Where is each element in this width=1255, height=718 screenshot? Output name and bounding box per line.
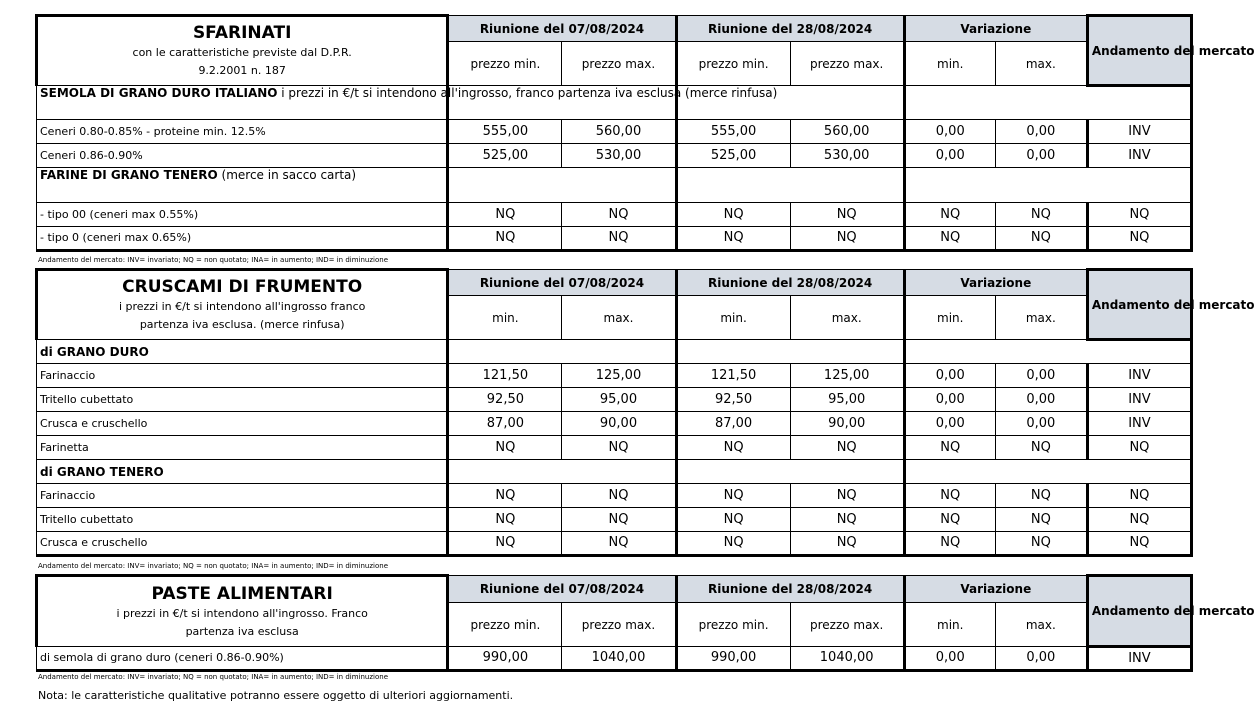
price-min-2: NQ xyxy=(676,436,790,460)
trend-value: INV xyxy=(1087,120,1191,144)
group-label xyxy=(37,460,448,484)
group-label xyxy=(37,168,448,203)
variation-header: Variazione xyxy=(904,270,1087,296)
trend-value: NQ xyxy=(1087,484,1191,508)
subheader-col-max: prezzo max. xyxy=(790,42,904,86)
price-min-1: NQ xyxy=(448,436,562,460)
subheader-col-max: max. xyxy=(790,296,904,340)
group-label xyxy=(37,86,778,120)
price-max-1: 90,00 xyxy=(562,412,676,436)
meeting-2-header: Riunione del 28/08/2024 xyxy=(676,270,904,296)
price-max-1: 530,00 xyxy=(562,144,676,168)
price-min-1: 87,00 xyxy=(448,412,562,436)
price-max-1: NQ xyxy=(562,227,676,251)
group-header-row xyxy=(37,168,1192,203)
price-min-1: 92,50 xyxy=(448,388,562,412)
trend-value: INV xyxy=(1087,364,1191,388)
subheader-col-min: prezzo min. xyxy=(676,42,790,86)
subheader-var-max: max. xyxy=(995,42,1087,86)
table-row xyxy=(37,364,1192,388)
variation-min: 0,00 xyxy=(904,388,995,412)
price-max-1: NQ xyxy=(562,532,676,556)
group-label-rest: i prezzi in €/t si intendono all'ingrosso, franco partenza iva esclusa (merce rinfusa) xyxy=(277,86,778,100)
product-name: Farinaccio xyxy=(37,364,448,388)
price-max-2: 125,00 xyxy=(790,364,904,388)
variation-max: NQ xyxy=(995,484,1087,508)
price-min-1: 990,00 xyxy=(448,647,562,671)
group-label-bold: di GRANO DURO xyxy=(40,344,149,359)
product-name: - tipo 00 (ceneri max 0.55%) xyxy=(37,203,448,227)
table-row xyxy=(37,412,1192,436)
group-label-rest: (merce in sacco carta) xyxy=(217,168,357,182)
subheader-col-max: max. xyxy=(562,296,676,340)
price-min-2: 121,50 xyxy=(676,364,790,388)
table-row xyxy=(37,647,1192,671)
price-min-1: 121,50 xyxy=(448,364,562,388)
section-title-cell xyxy=(37,576,448,647)
price-max-1: NQ xyxy=(562,436,676,460)
subheader-col-max: prezzo max. xyxy=(562,42,676,86)
product-name: Tritello cubettato xyxy=(37,388,448,412)
subheader-col-min: min. xyxy=(676,296,790,340)
meeting-1-header: Riunione del 07/08/2024 xyxy=(448,270,676,296)
price-min-2: 555,00 xyxy=(676,120,790,144)
price-max-2: NQ xyxy=(790,508,904,532)
price-max-1: NQ xyxy=(562,203,676,227)
variation-min: 0,00 xyxy=(904,120,995,144)
variation-max: 0,00 xyxy=(995,120,1087,144)
variation-min: 0,00 xyxy=(904,412,995,436)
section-subtitle: i prezzi in €/t si intendono all'ingrosso. Franco xyxy=(116,606,368,620)
product-name: Ceneri 0.80-0.85% - proteine min. 12.5% xyxy=(37,120,448,144)
subheader-col-max: prezzo max. xyxy=(562,603,676,647)
price-max-2: NQ xyxy=(790,484,904,508)
group-label-bold: di GRANO TENERO xyxy=(40,464,164,479)
price-max-2: 530,00 xyxy=(790,144,904,168)
product-name: Farinetta xyxy=(37,436,448,460)
price-max-1: 1040,00 xyxy=(562,647,676,671)
legend-note: Andamento del mercato: INV= invariato; NQ = non quotato; INA= in aumento; IND= in diminuzione xyxy=(38,256,388,264)
price-min-1: 555,00 xyxy=(448,120,562,144)
section-title-cell xyxy=(37,16,448,86)
variation-min: NQ xyxy=(904,436,995,460)
legend-note: Andamento del mercato: INV= invariato; NQ = non quotato; INA= in aumento; IND= in diminuzione xyxy=(38,562,388,570)
section-table-1 xyxy=(35,268,1255,557)
blank-cell xyxy=(448,460,676,484)
price-min-1: 525,00 xyxy=(448,144,562,168)
subheader-col-min: prezzo min. xyxy=(676,603,790,647)
trend-value: INV xyxy=(1087,144,1191,168)
price-min-1: NQ xyxy=(448,508,562,532)
table-row xyxy=(37,532,1192,556)
group-label-bold: SEMOLA DI GRANO DURO ITALIANO xyxy=(40,86,278,100)
blank-cell xyxy=(904,340,1191,364)
variation-max: NQ xyxy=(995,436,1087,460)
subheader-var-min: min. xyxy=(904,42,995,86)
subheader-col-min: prezzo min. xyxy=(448,603,562,647)
trend-value: INV xyxy=(1087,388,1191,412)
table-row xyxy=(37,203,1192,227)
group-header-row xyxy=(37,86,1192,120)
section-title: SFARINATI xyxy=(192,23,292,43)
variation-max: 0,00 xyxy=(995,388,1087,412)
trend-value: NQ xyxy=(1087,436,1191,460)
price-max-1: NQ xyxy=(562,484,676,508)
trend-value: NQ xyxy=(1087,508,1191,532)
price-max-2: NQ xyxy=(790,532,904,556)
price-min-2: NQ xyxy=(676,508,790,532)
product-name: Crusca e cruschello xyxy=(37,532,448,556)
price-min-1: NQ xyxy=(448,203,562,227)
table-row xyxy=(37,508,1192,532)
meeting-1-header: Riunione del 07/08/2024 xyxy=(448,576,676,603)
variation-max: 0,00 xyxy=(995,647,1087,671)
price-min-2: NQ xyxy=(676,532,790,556)
trend-header: Andamento del mercato xyxy=(1087,270,1191,340)
variation-min: NQ xyxy=(904,508,995,532)
price-max-1: 95,00 xyxy=(562,388,676,412)
variation-min: 0,00 xyxy=(904,364,995,388)
price-min-2: 990,00 xyxy=(676,647,790,671)
section-subtitle: partenza iva esclusa. (merce rinfusa) xyxy=(139,318,345,331)
group-label xyxy=(37,340,448,364)
price-min-2: NQ xyxy=(676,203,790,227)
table-row xyxy=(37,144,1192,168)
section-title-cell xyxy=(37,270,448,340)
price-min-2: NQ xyxy=(676,227,790,251)
table-row xyxy=(37,227,1192,251)
meeting-1-header: Riunione del 07/08/2024 xyxy=(448,16,676,42)
product-name: Ceneri 0.86-0.90% xyxy=(37,144,448,168)
subheader-var-min: min. xyxy=(904,296,995,340)
subheader-var-max: max. xyxy=(995,296,1087,340)
price-min-2: NQ xyxy=(676,484,790,508)
variation-min: NQ xyxy=(904,484,995,508)
blank-cell xyxy=(676,340,904,364)
section-subtitle: 9.2.2001 n. 187 xyxy=(198,64,286,77)
price-min-1: NQ xyxy=(448,227,562,251)
trend-value: INV xyxy=(1087,647,1191,671)
variation-max: NQ xyxy=(995,532,1087,556)
blank-cell xyxy=(676,168,904,203)
price-min-1: NQ xyxy=(448,532,562,556)
price-min-2: 525,00 xyxy=(676,144,790,168)
blank-cell xyxy=(904,86,1191,120)
variation-max: NQ xyxy=(995,227,1087,251)
header-row xyxy=(37,270,1192,296)
trend-value: NQ xyxy=(1087,532,1191,556)
variation-min: NQ xyxy=(904,227,995,251)
price-max-2: NQ xyxy=(790,227,904,251)
section-subtitle: partenza iva esclusa xyxy=(185,624,299,638)
price-max-2: 90,00 xyxy=(790,412,904,436)
section-table-2 xyxy=(35,574,1255,672)
table-row xyxy=(37,388,1192,412)
subheader-var-min: min. xyxy=(904,603,995,647)
section-subtitle: i prezzi in €/t si intendono all'ingrosso franco xyxy=(118,300,366,313)
variation-max: 0,00 xyxy=(995,364,1087,388)
variation-min: NQ xyxy=(904,203,995,227)
variation-max: NQ xyxy=(995,203,1087,227)
table-row xyxy=(37,120,1192,144)
table-row xyxy=(37,484,1192,508)
variation-min: 0,00 xyxy=(904,647,995,671)
table-row xyxy=(37,436,1192,460)
subheader-col-max: prezzo max. xyxy=(790,603,904,647)
product-name: - tipo 0 (ceneri max 0.65%) xyxy=(37,227,448,251)
trend-header: Andamento del mercato xyxy=(1087,16,1191,86)
trend-header: Andamento del mercato xyxy=(1087,576,1191,647)
variation-max: NQ xyxy=(995,508,1087,532)
price-max-2: 95,00 xyxy=(790,388,904,412)
price-min-2: 87,00 xyxy=(676,412,790,436)
section-title: CRUSCAMI DI FRUMENTO xyxy=(122,277,363,297)
meeting-2-header: Riunione del 28/08/2024 xyxy=(676,16,904,42)
subheader-var-max: max. xyxy=(995,603,1087,647)
blank-cell xyxy=(904,168,1191,203)
variation-max: 0,00 xyxy=(995,412,1087,436)
product-name: Farinaccio xyxy=(37,484,448,508)
section-title: PASTE ALIMENTARI xyxy=(151,583,333,604)
variation-header: Variazione xyxy=(904,576,1087,603)
blank-cell xyxy=(904,460,1191,484)
meeting-2-header: Riunione del 28/08/2024 xyxy=(676,576,904,603)
variation-header: Variazione xyxy=(904,16,1087,42)
group-label-bold: FARINE DI GRANO TENERO xyxy=(40,168,218,182)
price-min-2: 92,50 xyxy=(676,388,790,412)
trend-value: INV xyxy=(1087,412,1191,436)
trend-value: NQ xyxy=(1087,227,1191,251)
subheader-col-min: prezzo min. xyxy=(448,42,562,86)
section-table-0 xyxy=(35,14,1255,252)
group-header-row xyxy=(37,460,1192,484)
product-name: Crusca e cruschello xyxy=(37,412,448,436)
product-name: Tritello cubettato xyxy=(37,508,448,532)
legend-note: Andamento del mercato: INV= invariato; NQ = non quotato; INA= in aumento; IND= in diminuzione xyxy=(38,673,388,681)
price-max-2: NQ xyxy=(790,436,904,460)
price-max-1: 125,00 xyxy=(562,364,676,388)
trend-value: NQ xyxy=(1087,203,1191,227)
variation-min: 0,00 xyxy=(904,144,995,168)
group-header-row xyxy=(37,340,1192,364)
section-subtitle: con le caratteristiche previste dal D.P.R. xyxy=(132,46,352,59)
subheader-col-min: min. xyxy=(448,296,562,340)
footnote: Nota: le caratteristiche qualitative potranno essere oggetto di ulteriori aggiornamenti. xyxy=(38,689,514,702)
blank-cell xyxy=(448,168,676,203)
price-max-1: NQ xyxy=(562,508,676,532)
variation-min: NQ xyxy=(904,532,995,556)
header-row xyxy=(37,16,1192,42)
variation-max: 0,00 xyxy=(995,144,1087,168)
price-min-1: NQ xyxy=(448,484,562,508)
price-max-1: 560,00 xyxy=(562,120,676,144)
header-row xyxy=(37,576,1192,603)
price-max-2: 560,00 xyxy=(790,120,904,144)
blank-cell xyxy=(676,460,904,484)
price-max-2: 1040,00 xyxy=(790,647,904,671)
price-max-2: NQ xyxy=(790,203,904,227)
blank-cell xyxy=(448,340,676,364)
product-name: di semola di grano duro (ceneri 0.86-0.90%) xyxy=(37,647,448,671)
